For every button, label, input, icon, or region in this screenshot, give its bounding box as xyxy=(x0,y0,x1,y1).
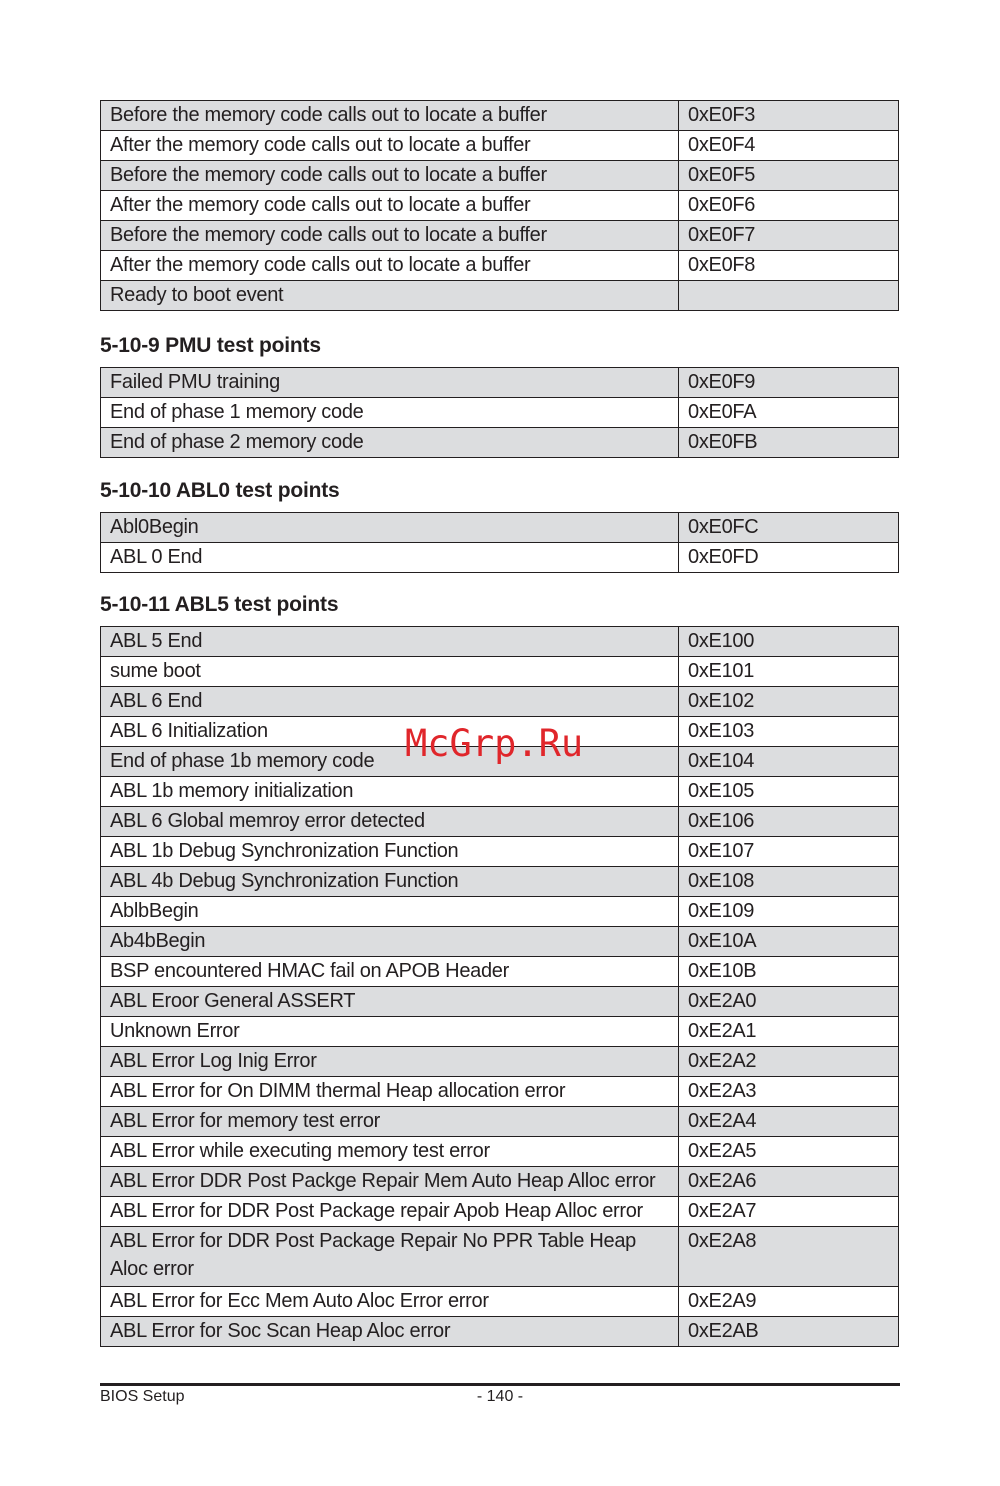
table-row xyxy=(101,1287,899,1317)
table-row xyxy=(101,251,899,281)
row-code: 0xE0FC xyxy=(679,513,899,543)
row-code: 0xE105 xyxy=(679,777,899,807)
row-description: Ready to boot event xyxy=(101,281,679,311)
row-description: ABL Eroor General ASSERT xyxy=(101,987,679,1017)
row-description: End of phase 1 memory code xyxy=(101,398,679,428)
table-row xyxy=(101,1077,899,1107)
table-row xyxy=(101,191,899,221)
row-code: 0xE0F8 xyxy=(679,251,899,281)
table-row xyxy=(101,1047,899,1077)
row-description: ABL 4b Debug Synchronization Function xyxy=(101,867,679,897)
row-description: ABL Error for DDR Post Package repair Apob Heap Alloc error xyxy=(101,1197,679,1227)
row-code: 0xE2A9 xyxy=(679,1287,899,1317)
row-code: 0xE0FA xyxy=(679,398,899,428)
row-description: Before the memory code calls out to locate a buffer xyxy=(101,221,679,251)
row-code: 0xE0F3 xyxy=(679,101,899,131)
row-code: 0xE100 xyxy=(679,627,899,657)
row-code: 0xE0F4 xyxy=(679,131,899,161)
row-code xyxy=(679,281,899,311)
table-row xyxy=(101,221,899,251)
table-row xyxy=(101,807,899,837)
table-row xyxy=(101,131,899,161)
row-code: 0xE103 xyxy=(679,717,899,747)
row-code: 0xE2A0 xyxy=(679,987,899,1017)
table-row xyxy=(101,867,899,897)
row-code: 0xE101 xyxy=(679,657,899,687)
table-row xyxy=(101,428,899,458)
table-row xyxy=(101,368,899,398)
table-row xyxy=(101,987,899,1017)
row-description: ABL 6 End xyxy=(101,687,679,717)
row-code: 0xE108 xyxy=(679,867,899,897)
row-code: 0xE2A6 xyxy=(679,1167,899,1197)
row-description: Failed PMU training xyxy=(101,368,679,398)
row-description: ABL Error DDR Post Packge Repair Mem Auto Heap Alloc error xyxy=(101,1167,679,1197)
abl0-test-points-table xyxy=(100,512,899,573)
table-row xyxy=(101,1317,899,1347)
table-row xyxy=(101,1197,899,1227)
table-row xyxy=(101,1137,899,1167)
row-code: 0xE109 xyxy=(679,897,899,927)
row-description: ABL Error for DDR Post Package Repair No PPR Table Heap Aloc error xyxy=(101,1227,679,1287)
row-code: 0xE0FD xyxy=(679,543,899,573)
row-description: Unknown Error xyxy=(101,1017,679,1047)
row-code: 0xE106 xyxy=(679,807,899,837)
row-description: AblbBegin xyxy=(101,897,679,927)
row-code: 0xE2A3 xyxy=(679,1077,899,1107)
section-heading-pmu: 5-10-9 PMU test points xyxy=(100,334,321,357)
row-description: After the memory code calls out to locate a buffer xyxy=(101,251,679,281)
page-number: - 140 - xyxy=(476,1388,524,1405)
row-code: 0xE2A4 xyxy=(679,1107,899,1137)
table-row xyxy=(101,398,899,428)
row-description: ABL Error for On DIMM thermal Heap allocation error xyxy=(101,1077,679,1107)
row-description: ABL Error for memory test error xyxy=(101,1107,679,1137)
table-row xyxy=(101,957,899,987)
row-description: ABL 1b memory initialization xyxy=(101,777,679,807)
row-description: After the memory code calls out to locate a buffer xyxy=(101,131,679,161)
row-description: ABL 1b Debug Synchronization Function xyxy=(101,837,679,867)
row-code: 0xE0F5 xyxy=(679,161,899,191)
row-description: ABL Error Log Inig Error xyxy=(101,1047,679,1077)
row-code: 0xE104 xyxy=(679,747,899,777)
row-description: ABL Error while executing memory test error xyxy=(101,1137,679,1167)
row-description: ABL Error for Ecc Mem Auto Aloc Error error xyxy=(101,1287,679,1317)
test-points-table-continued xyxy=(100,100,899,311)
table-row xyxy=(101,927,899,957)
row-description: ABL 5 End xyxy=(101,627,679,657)
row-code: 0xE2A8 xyxy=(679,1227,899,1287)
table-row xyxy=(101,837,899,867)
row-description: End of phase 1b memory code xyxy=(101,747,679,777)
table-row xyxy=(101,1167,899,1197)
row-description: Ab4bBegin xyxy=(101,927,679,957)
table-row xyxy=(101,657,899,687)
row-code: 0xE2A7 xyxy=(679,1197,899,1227)
row-code: 0xE0F6 xyxy=(679,191,899,221)
table-row xyxy=(101,627,899,657)
table-row xyxy=(101,281,899,311)
row-description: ABL 6 Initialization xyxy=(101,717,679,747)
table-row xyxy=(101,1227,899,1287)
row-code: 0xE0F7 xyxy=(679,221,899,251)
row-description: sume boot xyxy=(101,657,679,687)
row-code: 0xE2A2 xyxy=(679,1047,899,1077)
row-code: 0xE2AB xyxy=(679,1317,899,1347)
table-row xyxy=(101,513,899,543)
footer-divider xyxy=(100,1383,900,1386)
section-heading-abl5: 5-10-11 ABL5 test points xyxy=(100,593,339,616)
watermark: McGrp.Ru xyxy=(405,722,584,765)
row-code: 0xE107 xyxy=(679,837,899,867)
row-code: 0xE2A5 xyxy=(679,1137,899,1167)
row-description: After the memory code calls out to locate a buffer xyxy=(101,191,679,221)
row-description: ABL 0 End xyxy=(101,543,679,573)
table-row xyxy=(101,161,899,191)
section-heading-abl0: 5-10-10 ABL0 test points xyxy=(100,479,340,502)
row-code: 0xE102 xyxy=(679,687,899,717)
table-row xyxy=(101,1017,899,1047)
row-code: 0xE10A xyxy=(679,927,899,957)
footer-section-label: BIOS Setup xyxy=(100,1388,185,1405)
pmu-test-points-table xyxy=(100,367,899,458)
row-code: 0xE10B xyxy=(679,957,899,987)
row-description: ABL 6 Global memroy error detected xyxy=(101,807,679,837)
row-description: Before the memory code calls out to locate a buffer xyxy=(101,101,679,131)
table-row xyxy=(101,1107,899,1137)
row-description: Before the memory code calls out to locate a buffer xyxy=(101,161,679,191)
table-row xyxy=(101,777,899,807)
table-row xyxy=(101,687,899,717)
row-code: 0xE2A1 xyxy=(679,1017,899,1047)
table-row xyxy=(101,543,899,573)
table-row xyxy=(101,101,899,131)
row-code: 0xE0F9 xyxy=(679,368,899,398)
row-description: ABL Error for Soc Scan Heap Aloc error xyxy=(101,1317,679,1347)
row-description: End of phase 2 memory code xyxy=(101,428,679,458)
row-description: BSP encountered HMAC fail on APOB Header xyxy=(101,957,679,987)
row-code: 0xE0FB xyxy=(679,428,899,458)
table-row xyxy=(101,897,899,927)
row-description: Abl0Begin xyxy=(101,513,679,543)
